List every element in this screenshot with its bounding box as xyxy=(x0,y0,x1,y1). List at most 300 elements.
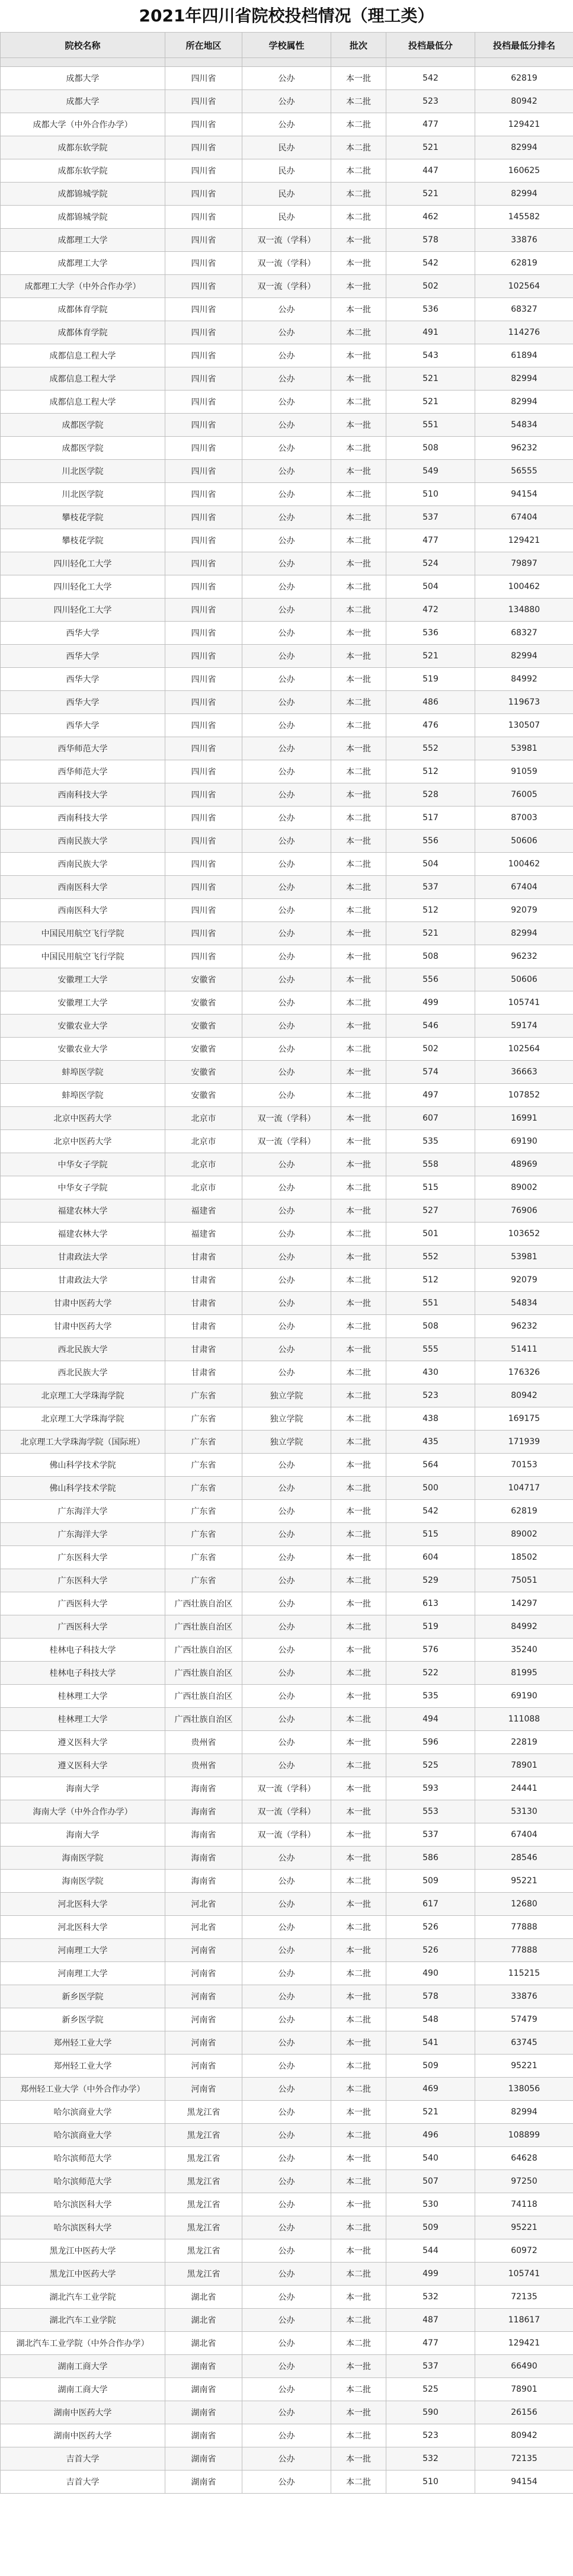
cell-school-type: 公办 xyxy=(242,1038,331,1061)
cell-min-rank: 102564 xyxy=(475,1038,573,1061)
cell-region: 贵州省 xyxy=(165,1754,242,1777)
cell-school-type: 双一流（学科） xyxy=(242,275,331,298)
cell-min-rank: 62819 xyxy=(475,252,573,275)
cell-min-rank: 53981 xyxy=(475,1246,573,1269)
cell-school-name: 川北医学院 xyxy=(1,483,165,506)
cell-region: 湖南省 xyxy=(165,2378,242,2401)
cell-school-type: 公办 xyxy=(242,2309,331,2332)
cell-min-rank: 82994 xyxy=(475,645,573,668)
cell-school-type: 公办 xyxy=(242,1916,331,1939)
cell-min-rank: 78901 xyxy=(475,2378,573,2401)
cell-region: 四川省 xyxy=(165,159,242,183)
cell-batch: 本一批 xyxy=(331,2286,386,2309)
cell-school-name: 成都医学院 xyxy=(1,414,165,437)
cell-min-score: 519 xyxy=(386,1615,475,1639)
cell-min-score: 510 xyxy=(386,2471,475,2494)
cell-school-type: 独立学院 xyxy=(242,1431,331,1454)
cell-region: 甘肃省 xyxy=(165,1361,242,1384)
table-row xyxy=(1,1384,573,1407)
cell-min-score: 477 xyxy=(386,2332,475,2355)
table-row xyxy=(1,1269,573,1292)
cell-batch: 本一批 xyxy=(331,2101,386,2124)
cell-min-rank: 72135 xyxy=(475,2447,573,2471)
cell-min-score: 574 xyxy=(386,1061,475,1084)
cell-min-rank: 138056 xyxy=(475,2078,573,2101)
cell-min-rank: 22819 xyxy=(475,1731,573,1754)
cell-region: 四川省 xyxy=(165,206,242,229)
cell-min-rank: 92079 xyxy=(475,1269,573,1292)
cell-school-type: 公办 xyxy=(242,645,331,668)
cell-min-rank: 111088 xyxy=(475,1708,573,1731)
cell-batch: 本二批 xyxy=(331,1384,386,1407)
cell-school-name: 湖北汽车工业学院 xyxy=(1,2286,165,2309)
cell-school-name: 北京理工大学珠海学院 xyxy=(1,1407,165,1431)
cell-school-name: 中国民用航空飞行学院 xyxy=(1,945,165,968)
cell-min-score: 469 xyxy=(386,2078,475,2101)
cell-batch: 本二批 xyxy=(331,1176,386,1199)
cell-batch: 本二批 xyxy=(331,206,386,229)
cell-region: 湖南省 xyxy=(165,2401,242,2424)
cell-batch: 本二批 xyxy=(331,1523,386,1546)
cell-school-type: 公办 xyxy=(242,783,331,807)
cell-school-name: 遵义医科大学 xyxy=(1,1731,165,1754)
cell-region: 四川省 xyxy=(165,252,242,275)
cell-school-name: 桂林电子科技大学 xyxy=(1,1639,165,1662)
cell-school-name: 哈尔滨医科大学 xyxy=(1,2193,165,2216)
table-header xyxy=(1,33,573,58)
cell-min-rank: 169175 xyxy=(475,1407,573,1431)
table-row xyxy=(1,1823,573,1847)
table-row xyxy=(1,1061,573,1084)
cell-min-score: 544 xyxy=(386,2239,475,2263)
cell-school-name: 四川轻化工大学 xyxy=(1,575,165,599)
cell-min-rank: 76906 xyxy=(475,1199,573,1223)
cell-min-score: 604 xyxy=(386,1546,475,1569)
cell-school-name: 吉首大学 xyxy=(1,2471,165,2494)
cell-school-name: 湖南工商大学 xyxy=(1,2355,165,2378)
cell-min-score: 552 xyxy=(386,737,475,760)
cell-school-name: 湖北汽车工业学院 xyxy=(1,2309,165,2332)
table-row xyxy=(1,1431,573,1454)
cell-school-type: 公办 xyxy=(242,437,331,460)
cell-batch: 本一批 xyxy=(331,1847,386,1870)
table-row xyxy=(1,2031,573,2055)
cell-region: 北京市 xyxy=(165,1130,242,1153)
cell-region: 广东省 xyxy=(165,1546,242,1569)
table-row xyxy=(1,529,573,552)
cell-min-rank: 74118 xyxy=(475,2193,573,2216)
cell-school-name: 西南民族大学 xyxy=(1,830,165,853)
table-row xyxy=(1,1777,573,1800)
table-row xyxy=(1,414,573,437)
cell-batch: 本一批 xyxy=(331,67,386,90)
cell-min-score: 542 xyxy=(386,1500,475,1523)
table-row xyxy=(1,1731,573,1754)
cell-school-name: 河南理工大学 xyxy=(1,1939,165,1962)
table-row xyxy=(1,968,573,991)
cell-school-type: 公办 xyxy=(242,483,331,506)
cell-region: 四川省 xyxy=(165,506,242,529)
table-row xyxy=(1,1246,573,1269)
cell-school-name: 哈尔滨商业大学 xyxy=(1,2124,165,2147)
table-row xyxy=(1,622,573,645)
cell-batch: 本一批 xyxy=(331,922,386,945)
cell-batch: 本二批 xyxy=(331,876,386,899)
cell-school-name: 郑州轻工业大学 xyxy=(1,2055,165,2078)
cell-region: 四川省 xyxy=(165,945,242,968)
table-row xyxy=(1,113,573,136)
cell-min-rank: 12680 xyxy=(475,1893,573,1916)
cell-region: 安徽省 xyxy=(165,1038,242,1061)
cell-batch: 本二批 xyxy=(331,483,386,506)
cell-min-rank: 82994 xyxy=(475,183,573,206)
cell-batch: 本一批 xyxy=(331,1292,386,1315)
cell-school-name: 蚌埠医学院 xyxy=(1,1061,165,1084)
cell-region: 广西壮族自治区 xyxy=(165,1685,242,1708)
cell-min-score: 435 xyxy=(386,1431,475,1454)
table-row xyxy=(1,2286,573,2309)
cell-batch: 本二批 xyxy=(331,2424,386,2447)
table-row xyxy=(1,1315,573,1338)
cell-region: 广东省 xyxy=(165,1477,242,1500)
cell-school-type: 公办 xyxy=(242,1870,331,1893)
cell-school-name: 哈尔滨医科大学 xyxy=(1,2216,165,2239)
cell-batch: 本一批 xyxy=(331,1893,386,1916)
cell-school-name: 北京理工大学珠海学院（国际班） xyxy=(1,1431,165,1454)
cell-min-score: 494 xyxy=(386,1708,475,1731)
cell-min-score: 525 xyxy=(386,2378,475,2401)
table-row xyxy=(1,1015,573,1038)
cell-school-type: 双一流（学科） xyxy=(242,1130,331,1153)
cell-min-rank: 69190 xyxy=(475,1685,573,1708)
table-row xyxy=(1,1800,573,1823)
cell-region: 黑龙江省 xyxy=(165,2147,242,2170)
cell-min-score: 501 xyxy=(386,1223,475,1246)
cell-min-score: 522 xyxy=(386,1662,475,1685)
cell-school-name: 广东海洋大学 xyxy=(1,1523,165,1546)
cell-min-rank: 48969 xyxy=(475,1153,573,1176)
cell-min-score: 555 xyxy=(386,1338,475,1361)
cell-region: 四川省 xyxy=(165,483,242,506)
cell-region: 海南省 xyxy=(165,1847,242,1870)
cell-min-score: 477 xyxy=(386,113,475,136)
table-row xyxy=(1,899,573,922)
cell-min-rank: 92079 xyxy=(475,899,573,922)
cell-region: 北京市 xyxy=(165,1107,242,1130)
cell-school-type: 公办 xyxy=(242,2101,331,2124)
cell-min-score: 558 xyxy=(386,1153,475,1176)
cell-min-rank: 53981 xyxy=(475,737,573,760)
cell-batch: 本二批 xyxy=(331,2332,386,2355)
cell-region: 黑龙江省 xyxy=(165,2101,242,2124)
table-row xyxy=(1,2471,573,2494)
cell-min-score: 519 xyxy=(386,668,475,691)
table-row xyxy=(1,437,573,460)
cell-school-type: 公办 xyxy=(242,668,331,691)
cell-region: 四川省 xyxy=(165,275,242,298)
cell-region: 四川省 xyxy=(165,367,242,391)
cell-min-rank: 80942 xyxy=(475,1384,573,1407)
cell-region: 湖南省 xyxy=(165,2355,242,2378)
cell-region: 广西壮族自治区 xyxy=(165,1615,242,1639)
cell-batch: 本二批 xyxy=(331,1754,386,1777)
cell-region: 四川省 xyxy=(165,830,242,853)
cell-region: 海南省 xyxy=(165,1870,242,1893)
table-row xyxy=(1,760,573,783)
cell-min-score: 556 xyxy=(386,968,475,991)
cell-min-score: 477 xyxy=(386,529,475,552)
cell-school-type: 公办 xyxy=(242,1754,331,1777)
cell-batch: 本二批 xyxy=(331,1269,386,1292)
table-row xyxy=(1,2216,573,2239)
cell-school-type: 公办 xyxy=(242,2263,331,2286)
cell-min-rank: 130507 xyxy=(475,714,573,737)
cell-school-type: 公办 xyxy=(242,2378,331,2401)
cell-batch: 本一批 xyxy=(331,1338,386,1361)
table-row xyxy=(1,2008,573,2031)
cell-school-name: 海南大学（中外合作办学） xyxy=(1,1800,165,1823)
cell-min-score: 548 xyxy=(386,2008,475,2031)
cell-school-type: 公办 xyxy=(242,367,331,391)
cell-min-score: 535 xyxy=(386,1130,475,1153)
cell-region: 四川省 xyxy=(165,529,242,552)
cell-region: 河南省 xyxy=(165,1985,242,2008)
cell-school-name: 西华大学 xyxy=(1,714,165,737)
cell-batch: 本一批 xyxy=(331,1153,386,1176)
cell-batch: 本二批 xyxy=(331,391,386,414)
table-row xyxy=(1,691,573,714)
cell-min-score: 535 xyxy=(386,1685,475,1708)
cell-region: 甘肃省 xyxy=(165,1269,242,1292)
cell-school-type: 公办 xyxy=(242,2124,331,2147)
cell-batch: 本一批 xyxy=(331,2193,386,2216)
cell-min-rank: 81995 xyxy=(475,1662,573,1685)
cell-school-type: 公办 xyxy=(242,506,331,529)
cell-batch: 本二批 xyxy=(331,321,386,344)
cell-region: 湖北省 xyxy=(165,2332,242,2355)
cell-school-type: 公办 xyxy=(242,1246,331,1269)
cell-school-name: 安徽农业大学 xyxy=(1,1015,165,1038)
cell-school-name: 川北医学院 xyxy=(1,460,165,483)
cell-region: 广东省 xyxy=(165,1523,242,1546)
cell-batch: 本一批 xyxy=(331,2147,386,2170)
cell-batch: 本一批 xyxy=(331,229,386,252)
cell-min-score: 521 xyxy=(386,391,475,414)
cell-batch: 本二批 xyxy=(331,529,386,552)
cell-min-score: 487 xyxy=(386,2309,475,2332)
cell-min-rank: 171939 xyxy=(475,1431,573,1454)
table-row xyxy=(1,2193,573,2216)
cell-min-score: 496 xyxy=(386,2124,475,2147)
cell-batch: 本二批 xyxy=(331,575,386,599)
cell-school-type: 公办 xyxy=(242,1269,331,1292)
table-row xyxy=(1,2263,573,2286)
cell-school-name: 河北医科大学 xyxy=(1,1893,165,1916)
cell-min-score: 590 xyxy=(386,2401,475,2424)
cell-min-rank: 26156 xyxy=(475,2401,573,2424)
cell-school-name: 成都体育学院 xyxy=(1,298,165,321)
cell-min-rank: 72135 xyxy=(475,2286,573,2309)
cell-school-type: 公办 xyxy=(242,1454,331,1477)
cell-school-type: 公办 xyxy=(242,1015,331,1038)
cell-min-rank: 114276 xyxy=(475,321,573,344)
cell-batch: 本一批 xyxy=(331,460,386,483)
cell-school-name: 哈尔滨师范大学 xyxy=(1,2147,165,2170)
cell-region: 四川省 xyxy=(165,876,242,899)
table-row xyxy=(1,714,573,737)
cell-batch: 本一批 xyxy=(331,1130,386,1153)
cell-school-name: 郑州轻工业大学 xyxy=(1,2031,165,2055)
cell-school-type: 公办 xyxy=(242,2031,331,2055)
cell-min-score: 502 xyxy=(386,1038,475,1061)
cell-min-score: 504 xyxy=(386,853,475,876)
cell-min-score: 508 xyxy=(386,1315,475,1338)
cell-school-name: 佛山科学技术学院 xyxy=(1,1477,165,1500)
cell-school-type: 公办 xyxy=(242,1361,331,1384)
cell-batch: 本二批 xyxy=(331,1223,386,1246)
cell-region: 广东省 xyxy=(165,1431,242,1454)
cell-region: 河南省 xyxy=(165,2008,242,2031)
table-row xyxy=(1,344,573,367)
spacer-cell xyxy=(1,58,165,67)
cell-region: 安徽省 xyxy=(165,1015,242,1038)
cell-min-rank: 67404 xyxy=(475,506,573,529)
cell-region: 广东省 xyxy=(165,1384,242,1407)
cell-region: 四川省 xyxy=(165,552,242,575)
cell-batch: 本二批 xyxy=(331,691,386,714)
cell-school-type: 公办 xyxy=(242,1847,331,1870)
cell-region: 湖北省 xyxy=(165,2309,242,2332)
cell-region: 四川省 xyxy=(165,298,242,321)
cell-min-score: 523 xyxy=(386,90,475,113)
cell-school-type: 公办 xyxy=(242,1199,331,1223)
header-min-rank: 投档最低分排名 xyxy=(475,33,573,58)
cell-batch: 本二批 xyxy=(331,1084,386,1107)
cell-school-type: 公办 xyxy=(242,2239,331,2263)
cell-min-rank: 107852 xyxy=(475,1084,573,1107)
cell-school-name: 黑龙江中医药大学 xyxy=(1,2239,165,2263)
cell-school-type: 双一流（学科） xyxy=(242,1800,331,1823)
cell-school-name: 西南科技大学 xyxy=(1,783,165,807)
cell-region: 四川省 xyxy=(165,460,242,483)
table-row xyxy=(1,1199,573,1223)
cell-batch: 本一批 xyxy=(331,1985,386,2008)
cell-min-rank: 60972 xyxy=(475,2239,573,2263)
table-row xyxy=(1,991,573,1015)
cell-batch: 本二批 xyxy=(331,2309,386,2332)
table-row xyxy=(1,1546,573,1569)
cell-min-score: 542 xyxy=(386,67,475,90)
cell-school-type: 公办 xyxy=(242,599,331,622)
table-row xyxy=(1,1130,573,1153)
table-row xyxy=(1,252,573,275)
cell-region: 广东省 xyxy=(165,1500,242,1523)
cell-batch: 本一批 xyxy=(331,1639,386,1662)
table-row xyxy=(1,1569,573,1592)
cell-school-type: 公办 xyxy=(242,691,331,714)
cell-min-rank: 18502 xyxy=(475,1546,573,1569)
cell-batch: 本二批 xyxy=(331,2124,386,2147)
cell-school-type: 公办 xyxy=(242,1708,331,1731)
cell-school-type: 公办 xyxy=(242,529,331,552)
table-row xyxy=(1,945,573,968)
cell-school-type: 公办 xyxy=(242,760,331,783)
cell-batch: 本二批 xyxy=(331,2263,386,2286)
cell-region: 四川省 xyxy=(165,899,242,922)
table-row xyxy=(1,2309,573,2332)
cell-school-type: 民办 xyxy=(242,183,331,206)
cell-school-name: 成都东软学院 xyxy=(1,159,165,183)
cell-region: 北京市 xyxy=(165,1153,242,1176)
cell-min-rank: 68327 xyxy=(475,622,573,645)
cell-batch: 本二批 xyxy=(331,1407,386,1431)
cell-min-score: 528 xyxy=(386,783,475,807)
cell-region: 四川省 xyxy=(165,922,242,945)
cell-min-score: 532 xyxy=(386,2286,475,2309)
cell-min-score: 512 xyxy=(386,760,475,783)
cell-min-score: 491 xyxy=(386,321,475,344)
cell-school-type: 公办 xyxy=(242,2355,331,2378)
cell-region: 广西壮族自治区 xyxy=(165,1708,242,1731)
cell-school-type: 公办 xyxy=(242,1685,331,1708)
cell-batch: 本一批 xyxy=(331,1061,386,1084)
cell-school-name: 成都理工大学 xyxy=(1,252,165,275)
cell-school-name: 西华大学 xyxy=(1,622,165,645)
cell-school-type: 双一流（学科） xyxy=(242,1777,331,1800)
cell-min-rank: 80942 xyxy=(475,2424,573,2447)
cell-school-type: 公办 xyxy=(242,807,331,830)
cell-min-score: 497 xyxy=(386,1084,475,1107)
cell-min-score: 521 xyxy=(386,922,475,945)
cell-min-rank: 95221 xyxy=(475,1870,573,1893)
cell-region: 黑龙江省 xyxy=(165,2193,242,2216)
cell-region: 四川省 xyxy=(165,807,242,830)
table-row xyxy=(1,668,573,691)
cell-min-rank: 36663 xyxy=(475,1061,573,1084)
table-row xyxy=(1,2124,573,2147)
cell-region: 黑龙江省 xyxy=(165,2239,242,2263)
cell-school-type: 公办 xyxy=(242,737,331,760)
cell-min-rank: 95221 xyxy=(475,2055,573,2078)
table-row xyxy=(1,483,573,506)
cell-min-score: 551 xyxy=(386,1292,475,1315)
cell-school-type: 公办 xyxy=(242,945,331,968)
cell-batch: 本一批 xyxy=(331,1454,386,1477)
cell-min-score: 542 xyxy=(386,252,475,275)
cell-batch: 本二批 xyxy=(331,760,386,783)
table-row xyxy=(1,2378,573,2401)
cell-region: 安徽省 xyxy=(165,968,242,991)
table-row xyxy=(1,1870,573,1893)
cell-min-score: 500 xyxy=(386,1477,475,1500)
cell-min-score: 576 xyxy=(386,1639,475,1662)
cell-school-type: 公办 xyxy=(242,2424,331,2447)
cell-school-name: 西南医科大学 xyxy=(1,876,165,899)
table-row xyxy=(1,1847,573,1870)
table-row xyxy=(1,67,573,90)
cell-school-name: 成都东软学院 xyxy=(1,136,165,159)
cell-school-name: 郑州轻工业大学（中外合作办学） xyxy=(1,2078,165,2101)
table-row xyxy=(1,275,573,298)
cell-batch: 本二批 xyxy=(331,853,386,876)
cell-min-rank: 33876 xyxy=(475,1985,573,2008)
cell-batch: 本一批 xyxy=(331,945,386,968)
cell-min-score: 521 xyxy=(386,136,475,159)
cell-min-rank: 61894 xyxy=(475,344,573,367)
cell-school-type: 公办 xyxy=(242,2055,331,2078)
cell-batch: 本二批 xyxy=(331,1361,386,1384)
cell-min-rank: 89002 xyxy=(475,1523,573,1546)
